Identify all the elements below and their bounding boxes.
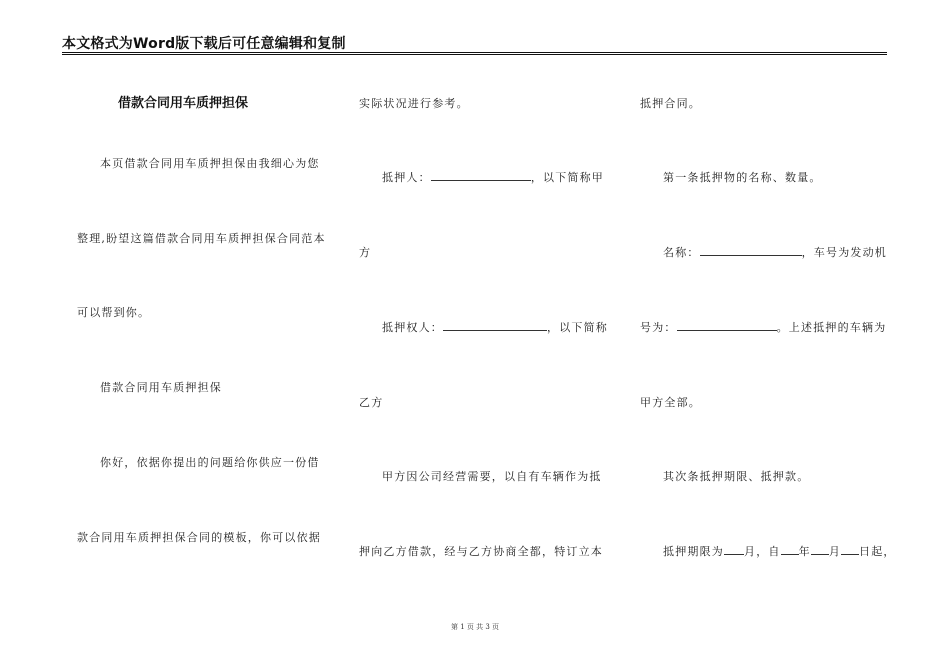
col3-line-7-part-1: 抵押期限为 bbox=[663, 545, 724, 558]
col1-line-3: 可以帮到你。 bbox=[77, 306, 151, 319]
col3-line-4-after: 。上述抵押的车辆为 bbox=[776, 321, 887, 334]
header-rule-thin bbox=[62, 54, 887, 55]
blank-field bbox=[700, 244, 802, 256]
col1-line-5: 你好，依据你提出的问题给你供应一份借 bbox=[100, 456, 320, 469]
blank-field bbox=[724, 543, 744, 555]
blank-field bbox=[443, 319, 547, 331]
col2-line-4-after: ，以下简称 bbox=[547, 321, 608, 334]
col3-line-7 bbox=[663, 543, 896, 559]
header-banner: 本文格式为Word版下载后可任意编辑和复制 bbox=[62, 36, 346, 52]
col3-line-7-part-4: 月 bbox=[828, 545, 842, 558]
col3-line-7-part-2: 月，自 bbox=[744, 545, 781, 558]
col2-line-2 bbox=[382, 169, 604, 185]
blank-field bbox=[811, 543, 829, 555]
col3-line-7-part-5: 日起， bbox=[859, 545, 896, 558]
col2-line-4 bbox=[382, 319, 608, 335]
col2-line-6: 甲方因公司经营需要，以自有车辆作为抵 bbox=[382, 470, 602, 483]
blank-field bbox=[431, 169, 531, 181]
document-title: 借款合同用车质押担保 bbox=[118, 96, 249, 111]
col1-line-6: 款合同用车质押担保合同的模板，你可以依据 bbox=[77, 531, 321, 544]
blank-field bbox=[677, 319, 777, 331]
col3-line-3 bbox=[663, 244, 887, 260]
col3-line-1: 抵押合同。 bbox=[640, 97, 701, 110]
col2-line-3: 方 bbox=[359, 246, 372, 259]
col3-line-6: 其次条抵押期限、抵押款。 bbox=[663, 470, 810, 483]
col3-line-4 bbox=[640, 319, 886, 335]
blank-field bbox=[841, 543, 859, 555]
col1-line-2: 整理,盼望这篇借款合同用车质押担保合同范本 bbox=[77, 232, 326, 245]
col1-line-4: 借款合同用车质押担保 bbox=[100, 381, 222, 394]
header-rule bbox=[62, 52, 887, 53]
col3-line-4-before: 号为： bbox=[640, 321, 677, 334]
col2-line-4-before: 抵押权人： bbox=[382, 321, 443, 334]
blank-field bbox=[781, 543, 799, 555]
col2-line-2-before: 抵押人： bbox=[382, 171, 431, 184]
col3-line-3-after: ，车号为发动机 bbox=[801, 246, 888, 259]
col2-line-1: 实际状况进行参考。 bbox=[359, 97, 469, 110]
col3-line-7-part-3: 年 bbox=[798, 545, 811, 558]
col2-line-7: 押向乙方借款，经与乙方协商全都，特订立本 bbox=[359, 545, 603, 558]
col3-line-2: 第一条抵押物的名称、数量。 bbox=[663, 171, 822, 184]
col2-line-5: 乙方 bbox=[359, 396, 384, 409]
col3-line-5: 甲方全部。 bbox=[640, 396, 701, 409]
col1-line-1: 本页借款合同用车质押担保由我细心为您 bbox=[100, 157, 320, 170]
col3-line-3-before: 名称： bbox=[663, 246, 700, 259]
col2-line-2-after: ，以下简称甲 bbox=[530, 171, 605, 184]
page-footer: 第 1 页 共 3 页 bbox=[450, 623, 500, 631]
